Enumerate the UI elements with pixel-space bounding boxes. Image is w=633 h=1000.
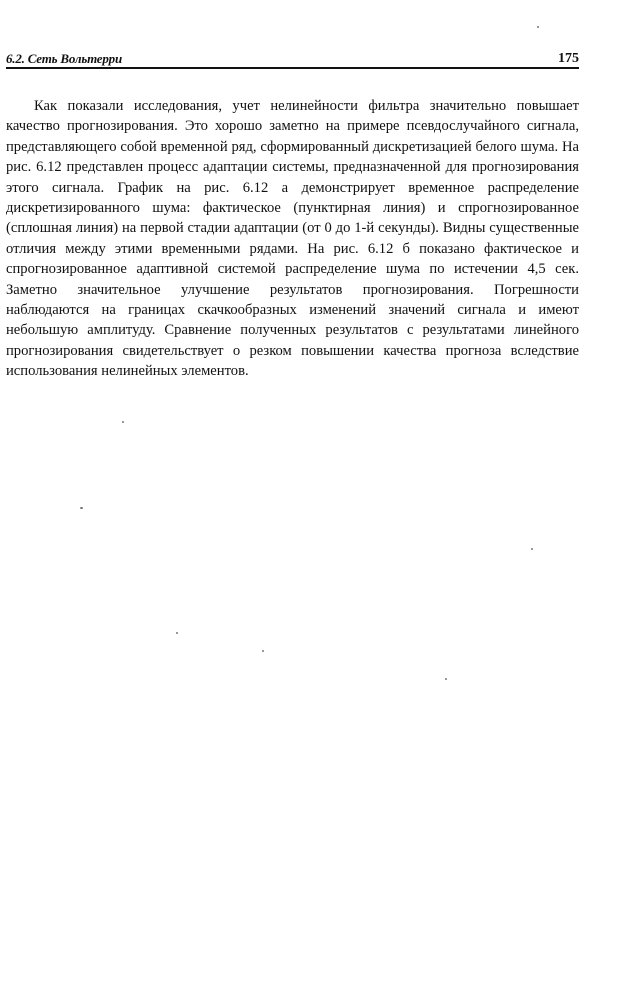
page-number: 175 — [558, 51, 579, 66]
header-rule — [6, 67, 579, 69]
page-header — [6, 50, 579, 68]
scan-speck — [176, 632, 178, 634]
scan-speck — [445, 678, 447, 680]
scan-speck — [122, 421, 124, 423]
scan-speck — [80, 507, 83, 509]
scan-speck — [537, 26, 539, 28]
body-paragraph: Как показали исследования, учет нелинейности фильтра значительно повышает качество прогнозирования. Это хорошо заметно на примере псевдослучайного сигнала, представляющего собой временной ряд, сформированный дискретизацией белого шума. На рис. 6.12 представлен процесс адаптации системы, предназначенной для прогнозирования этого сигнала. График на рис. 6.12 а демонстрирует временное распределение дискретизированного шума: фактическое (пунктирная линия) и спрогнозированное (сплошная линия) на первой стадии адаптации (от 0 до 1-й секунды). Видны существенные отличия между этими временными рядами. На рис. 6.12 б показано фактическое и спрогнозированное адаптивной системой распределение шума по истечении 4,5 сек. Заметно значительное улучшение результатов прогнозирования. Погрешности наблюдаются на границах скачкообразных изменений значений сигнала и имеют небольшую амплитуду. Сравнение полученных результатов с результатами линейного прогнозирования свидетельствует о резком повышении качества прогноза вследствие использования нелинейных элементов. — [6, 98, 579, 380]
running-head: 6.2. Сеть Вольтерри — [6, 51, 123, 66]
scan-speck — [531, 548, 533, 550]
scan-speck — [262, 650, 264, 652]
